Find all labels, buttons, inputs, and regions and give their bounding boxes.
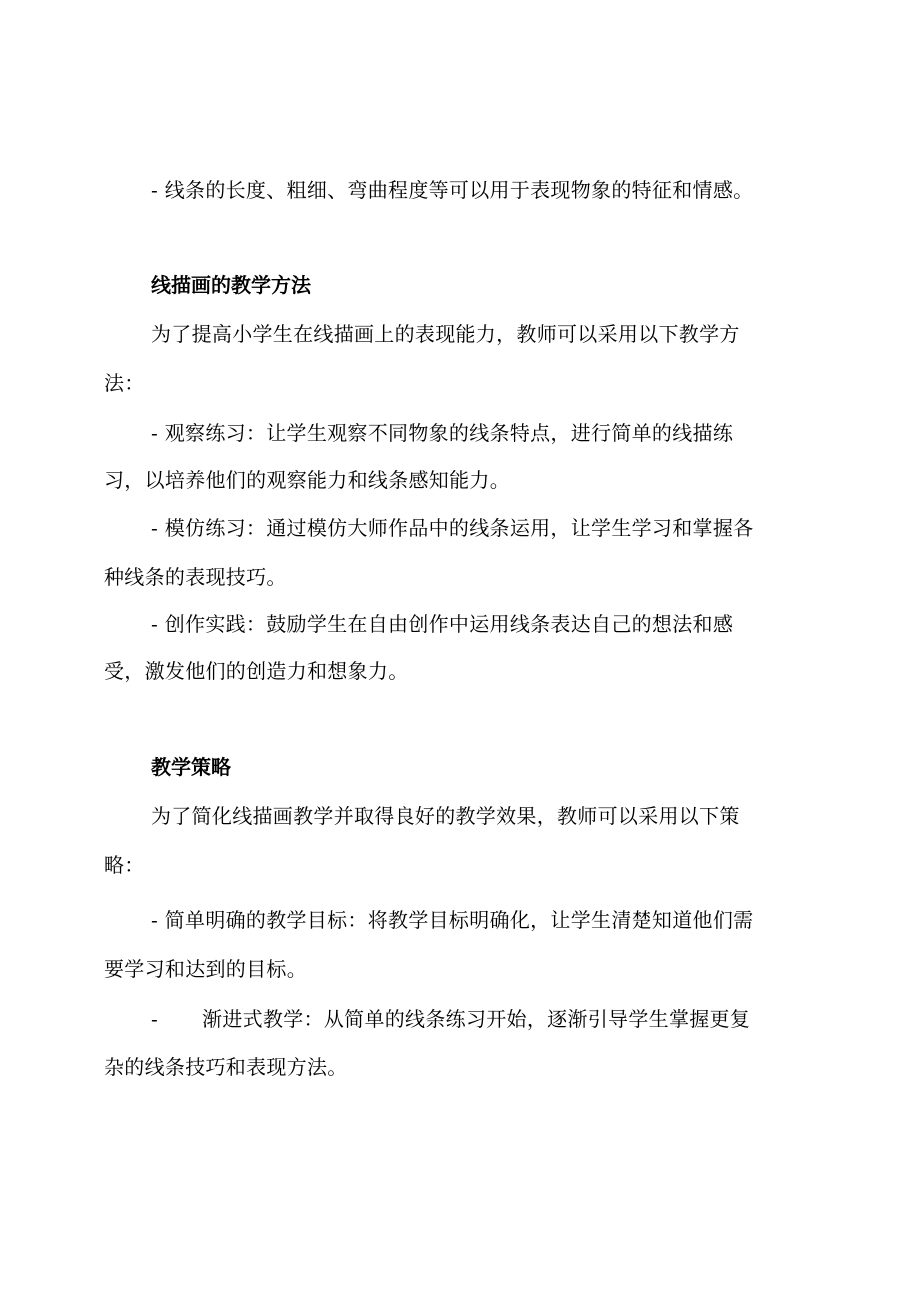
- bullet-observation-line2: 习，以培养他们的观察能力和线条感知能力。: [104, 468, 510, 492]
- bullet-creation-line1: - 创作实践：鼓励学生在自由创作中运用线条表达自己的想法和感: [151, 612, 734, 636]
- bullet-clear-goals-line2: 要学习和达到的目标。: [104, 957, 307, 981]
- paragraph-intro-methods-line2: 法：: [104, 371, 145, 395]
- bullet-progressive-line1: [151, 1005, 851, 1033]
- bullet-imitation-line2: 种线条的表现技巧。: [104, 565, 287, 589]
- bullet-line-features: - 线条的长度、粗细、弯曲程度等可以用于表现物象的特征和情感。: [151, 178, 754, 202]
- paragraph-intro-strategies-line1: 为了简化线描画教学并取得良好的教学效果，教师可以采用以下策: [151, 804, 740, 828]
- bullet-creation-line2: 受，激发他们的创造力和想象力。: [104, 659, 409, 683]
- section-heading-teaching-methods: 线描画的教学方法: [151, 273, 311, 297]
- bullet-progressive-text: 渐进式教学：从简单的线条练习开始，逐渐引导学生掌握更复: [202, 1007, 751, 1031]
- bullet-progressive-line2: 杂的线条技巧和表现方法。: [104, 1055, 348, 1079]
- bullet-observation-line1: - 观察练习：让学生观察不同物象的线条特点，进行简单的线描练: [151, 421, 734, 445]
- bullet-imitation-line1: - 模仿练习：通过模仿大师作品中的线条运用，让学生学习和掌握各: [151, 516, 754, 540]
- bullet-clear-goals-line1: - 简单明确的教学目标：将教学目标明确化，让学生清楚知道他们需: [151, 908, 754, 932]
- paragraph-intro-strategies-line2: 略：: [104, 853, 145, 877]
- bullet-dash: -: [151, 1007, 159, 1031]
- section-heading-teaching-strategies: 教学策略: [151, 755, 231, 779]
- paragraph-intro-methods-line1: 为了提高小学生在线描画上的表现能力，教师可以采用以下教学方: [151, 322, 740, 346]
